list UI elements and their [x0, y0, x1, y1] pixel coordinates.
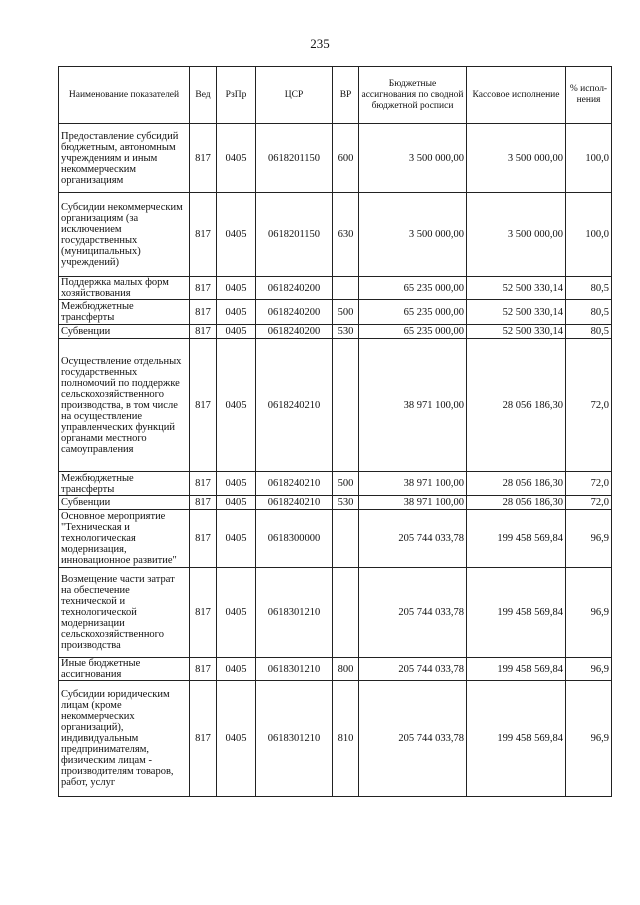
row-pct: 80,5 — [566, 325, 612, 339]
row-exec: 3 500 000,00 — [467, 124, 566, 193]
row-ved: 817 — [190, 472, 217, 496]
row-exec: 199 458 569,84 — [467, 681, 566, 797]
row-name: Межбюджетные трансферты — [59, 300, 190, 325]
header-ved: Вед — [190, 67, 217, 124]
row-exec: 28 056 186,30 — [467, 339, 566, 472]
row-plan: 38 971 100,00 — [359, 339, 467, 472]
row-pct: 72,0 — [566, 339, 612, 472]
row-pct: 72,0 — [566, 472, 612, 496]
row-name: Субвенции — [59, 496, 190, 510]
row-vr: 530 — [333, 325, 359, 339]
row-name: Предоставление субсидий бюджетным, автономным учреждениям и иным некоммерческим организациям — [59, 124, 190, 193]
row-csr: 0618240200 — [256, 300, 333, 325]
row-rzpr: 0405 — [217, 568, 256, 658]
row-csr: 0618240210 — [256, 339, 333, 472]
row-ved: 817 — [190, 568, 217, 658]
row-vr: 600 — [333, 124, 359, 193]
row-vr: 810 — [333, 681, 359, 797]
row-plan: 38 971 100,00 — [359, 496, 467, 510]
row-rzpr: 0405 — [217, 124, 256, 193]
row-plan: 205 744 033,78 — [359, 681, 467, 797]
table-row — [59, 658, 612, 681]
table-row — [59, 193, 612, 277]
row-name: Осуществление отдельных государственных полномочий по поддержке сельскохозяйственного производства, в том числе на осуществление управленческих функций органами местного самоуправления — [59, 339, 190, 472]
row-rzpr: 0405 — [217, 325, 256, 339]
row-pct: 80,5 — [566, 300, 612, 325]
row-plan: 3 500 000,00 — [359, 124, 467, 193]
row-ved: 817 — [190, 681, 217, 797]
row-name: Межбюджетные трансферты — [59, 472, 190, 496]
table-row — [59, 681, 612, 797]
row-vr — [333, 568, 359, 658]
row-csr: 0618240210 — [256, 496, 333, 510]
row-vr: 500 — [333, 300, 359, 325]
row-name: Иные бюджетные ассигнования — [59, 658, 190, 681]
row-exec: 52 500 330,14 — [467, 325, 566, 339]
table-body — [59, 124, 612, 797]
row-rzpr: 0405 — [217, 193, 256, 277]
header-exec: Кассовое исполнение — [467, 67, 566, 124]
row-name: Основное мероприятие "Техническая и технологическая модернизация, инновационное развитие" — [59, 510, 190, 568]
row-pct: 72,0 — [566, 496, 612, 510]
row-plan: 205 744 033,78 — [359, 658, 467, 681]
header-vr: ВР — [333, 67, 359, 124]
row-exec: 199 458 569,84 — [467, 658, 566, 681]
row-csr: 0618301210 — [256, 658, 333, 681]
row-name: Поддержка малых форм хозяйствования — [59, 277, 190, 300]
row-vr: 530 — [333, 496, 359, 510]
row-vr — [333, 339, 359, 472]
row-ved: 817 — [190, 496, 217, 510]
row-vr: 800 — [333, 658, 359, 681]
row-rzpr: 0405 — [217, 496, 256, 510]
row-plan: 205 744 033,78 — [359, 510, 467, 568]
row-rzpr: 0405 — [217, 339, 256, 472]
row-exec: 28 056 186,30 — [467, 472, 566, 496]
row-pct: 96,9 — [566, 681, 612, 797]
row-rzpr: 0405 — [217, 681, 256, 797]
row-rzpr: 0405 — [217, 300, 256, 325]
row-plan: 205 744 033,78 — [359, 568, 467, 658]
row-ved: 817 — [190, 339, 217, 472]
header-pct: % испол-нения — [566, 67, 612, 124]
row-exec: 52 500 330,14 — [467, 300, 566, 325]
row-plan: 65 235 000,00 — [359, 277, 467, 300]
row-rzpr: 0405 — [217, 510, 256, 568]
row-ved: 817 — [190, 510, 217, 568]
row-rzpr: 0405 — [217, 277, 256, 300]
row-exec: 3 500 000,00 — [467, 193, 566, 277]
row-rzpr: 0405 — [217, 472, 256, 496]
row-exec: 52 500 330,14 — [467, 277, 566, 300]
page-number: 235 — [310, 36, 330, 51]
table-row — [59, 325, 612, 339]
row-vr: 500 — [333, 472, 359, 496]
row-csr: 0618301210 — [256, 568, 333, 658]
row-pct: 80,5 — [566, 277, 612, 300]
row-vr — [333, 277, 359, 300]
row-vr: 630 — [333, 193, 359, 277]
row-name: Субсидии некоммерческим организациям (за исключением государственных (муниципальных) учреждений) — [59, 193, 190, 277]
row-vr — [333, 510, 359, 568]
row-plan: 65 235 000,00 — [359, 325, 467, 339]
row-pct: 96,9 — [566, 568, 612, 658]
table-row — [59, 510, 612, 568]
row-csr: 0618240200 — [256, 277, 333, 300]
table-header-row — [59, 67, 612, 124]
table-row — [59, 472, 612, 496]
table-row — [59, 568, 612, 658]
row-ved: 817 — [190, 300, 217, 325]
row-csr: 0618201150 — [256, 124, 333, 193]
row-csr: 0618301210 — [256, 681, 333, 797]
row-ved: 817 — [190, 658, 217, 681]
row-pct: 96,9 — [566, 658, 612, 681]
row-exec: 199 458 569,84 — [467, 568, 566, 658]
row-name: Субсидии юридическим лицам (кроме некоммерческих организаций), индивидуальным предпринимателям, физическим лицам - производителям товаров, работ, услуг — [59, 681, 190, 797]
header-name: Наименование показателей — [59, 67, 190, 124]
row-exec: 199 458 569,84 — [467, 510, 566, 568]
table-row — [59, 124, 612, 193]
row-pct: 96,9 — [566, 510, 612, 568]
row-name: Субвенции — [59, 325, 190, 339]
budget-execution-table — [58, 66, 612, 797]
row-csr: 0618300000 — [256, 510, 333, 568]
row-ved: 817 — [190, 325, 217, 339]
row-csr: 0618201150 — [256, 193, 333, 277]
header-plan: Бюджетные ассигнования по сводной бюджетной росписи — [359, 67, 467, 124]
table-row — [59, 300, 612, 325]
row-ved: 817 — [190, 277, 217, 300]
row-csr: 0618240200 — [256, 325, 333, 339]
row-pct: 100,0 — [566, 193, 612, 277]
row-name: Возмещение части затрат на обеспечение технической и технологической модернизации сельскохозяйственного производства — [59, 568, 190, 658]
row-ved: 817 — [190, 124, 217, 193]
table-row — [59, 339, 612, 472]
table-row — [59, 496, 612, 510]
row-plan: 3 500 000,00 — [359, 193, 467, 277]
row-plan: 38 971 100,00 — [359, 472, 467, 496]
row-ved: 817 — [190, 193, 217, 277]
row-exec: 28 056 186,30 — [467, 496, 566, 510]
row-pct: 100,0 — [566, 124, 612, 193]
header-csr: ЦСР — [256, 67, 333, 124]
row-rzpr: 0405 — [217, 658, 256, 681]
header-rzpr: РзПр — [217, 67, 256, 124]
table-row — [59, 277, 612, 300]
row-plan: 65 235 000,00 — [359, 300, 467, 325]
row-csr: 0618240210 — [256, 472, 333, 496]
